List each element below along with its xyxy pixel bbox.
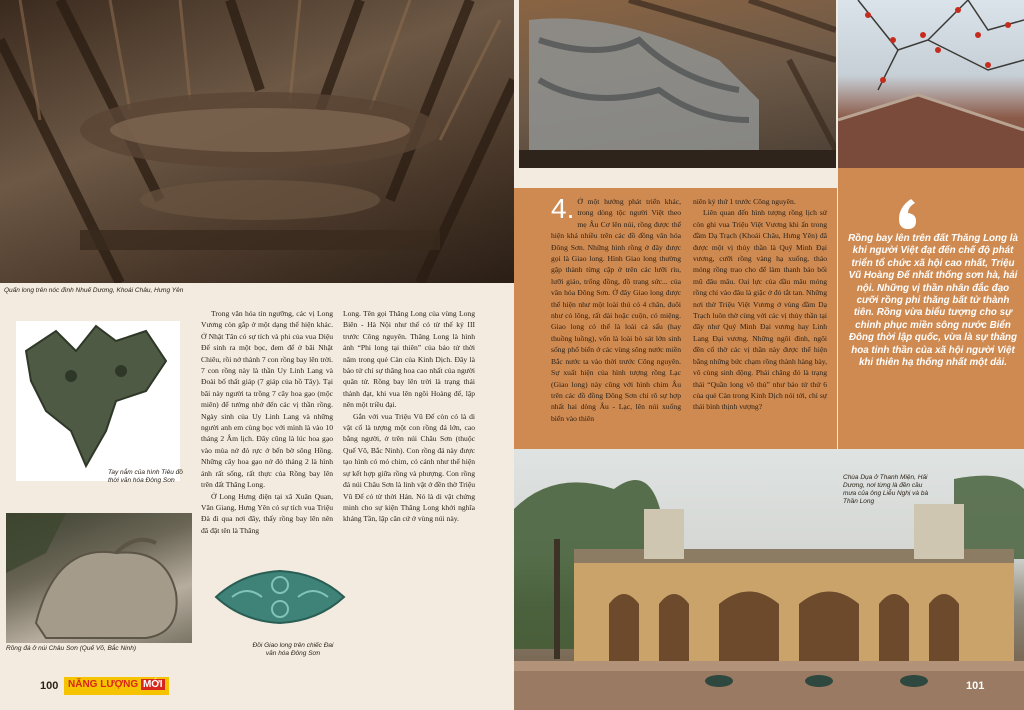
paragraph: Ở Long Hưng điện tại xã Xuân Quan, Văn Giang, Hưng Yên có sự tích vua Triệu Đà đi qua nơi đây, thấy rồng bay lên nên đã đặt tên là Thăng: [201, 491, 333, 535]
quote-mark-icon: [897, 197, 923, 231]
artifact-caption: Tay nắm của hình Tiêu đồ thời văn hóa Đông Sơn: [108, 469, 183, 484]
roof-illustration: [0, 0, 514, 283]
kapok-flower-photo: [838, 0, 1024, 168]
brand-name: NĂNG LƯỢNG: [68, 679, 139, 690]
right-page-number: 101: [966, 680, 985, 692]
paragraph: Liên quan đến hình tượng rồng lịch sử còn ghi vua Triệu Việt Vương khi ẩn trong đầm Dạ Trạch (Khoái Châu, Hưng Yên) đã được một vị thủy thần là Quý Minh Đại vương, cưỡi rồng vàng hạ xuống, tháo móng rồng trao cho để làm thanh bảo bối mũ đâu mâu. Oai lực của đầu mâu móng rồng chỉ vào đâu là giặc ở đó tắt tan. Những nơi thờ Triệu Việt Vương ở vùng đầm Dạ Trạch luôn thờ cùng với các vị thủy thần tại đây như Quý Minh Đại vương hay Linh Lang Đại vương. Những ngôi đình, ngôi đền cổ thờ các vị thần này được thể hiện bằng những bức chạm rồng thành hàng bày, vô cùng sinh động. Phải chăng đó là trạng thái “Quần long vô thủ” như bảo tử thứ 6 của quẻ Càn trong Kinh Dịch nói tới, chỉ sự thái bình thịnh vượng?: [693, 208, 827, 412]
article-column-4: [693, 196, 827, 413]
tree-illustration: [838, 0, 1024, 168]
paragraph: Long. Tên gọi Thăng Long của vùng Long Biên - Hà Nội như thế có từ thế kỷ III trước Công nguyên. Thăng Long là hình ảnh “Phi long tại thiên” của bảo tử thời năm trong quẻ Càn của Kinh Dịch. Đây là bảo tử chỉ sự thăng hoa cao nhất của người quân tử. Rồng bay lên trời là trạng thái thành đạt, khi vua lên ngôi Hoàng đế, lập nên một triều đại.: [343, 309, 475, 410]
article-column-3: [551, 193, 681, 424]
beam-illustration: [519, 0, 836, 168]
pull-quote: Rồng bay lên trên đất Thăng Long là khi người Việt đạt đến chế độ phát triển tổ chức xã hội cao nhất, Triệu Vũ Hoàng Đế nhất thống sơn hà, hải nội. Những vị thần nhân đắc đạo cưỡi rồng phi thăng bất tử thành tiên. Rồng vừa biểu tượng cho sự chinh phục miền sông nước Biển Đông thời lập quốc, vừa là sự thăng hoa tinh thần của xã hội người Việt khi thiên hạ thống nhất một dải.: [848, 233, 1018, 369]
artifact-illustration: [16, 321, 180, 481]
section-number: 4.: [551, 193, 575, 224]
temple-caption: Chùa Dụa ở Thanh Miện, Hải Dương, nơi từng là đền cầu mưa của ông Liễu Nghị và bà Thần Long: [843, 474, 929, 505]
article-column-1: [201, 308, 333, 536]
temple-illustration: [514, 449, 1024, 710]
article-column-2: [343, 308, 475, 525]
roof-caption: Quấn long trên nóc đình Nhuế Dương, Khoái Châu, Hưng Yên: [4, 287, 184, 294]
stone-dragon-photo: [6, 513, 192, 643]
brand-accent: MỚI: [142, 679, 163, 690]
paragraph: Trong văn hóa tín ngưỡng, các vị Long Vương còn gắp ở một dạng thể hiện khác. Ở Nhật Tân có sự tích và phi của vua Diệu Đế sinh ra một bọc, đem để ở bãi Nhật Chiêu, rồi nở thành 7 con rồng bay lên trời. 7 con rồng này là thần Uy Linh Lang và Đoài bố thất giáp (7 giáp của hồ Tây). Tại bãi này người ta trồng 7 cây hoa gạo (mộc miên) để tưởng nhớ đến các vị thần rồng. Ngày sinh của Uy Linh Lang và những người anh em cùng bọc với mình là vào 10 tháng 2 Âm lịch. Đây cũng là lúc hoa gạo vào mùa nở đỏ rực ở bến bờ sông Hồng. Những cây hoa gạo nở đỏ tháng 2 là hình ảnh rất sống, rất thực của Rồng bay lên trên đất Thăng Long.: [201, 309, 333, 490]
jade-belt-image: [212, 565, 348, 629]
rock-caption: Rồng đá ở núi Châu Sơn (Quế Võ, Bắc Ninh): [6, 645, 136, 652]
roof-carving-photo: [0, 0, 514, 283]
paragraph: Gắn với vua Triệu Vũ Đế còn có là di vật cổ là tượng một con rồng đá lớn, cao bằng người, ở trên núi Châu Sơn (thuộc Quế Võ, Bắc Ninh). Con rồng đá này được tạo hình có mỏ chim, có cánh như thể hiện sự kết hợp giữa rồng và phượng. Con rồng đá núi Châu Sơn là linh vật ở đền thờ Triệu Vũ Đế có từ thời Hán. Nó là di vật chứng minh cho sự kiện Thăng Long khởi nghĩa kháng Tần, lập căn cứ ở vùng núi này.: [343, 411, 475, 524]
left-page-number: 100: [40, 680, 59, 692]
carved-beam-photo: [519, 0, 836, 168]
jade-caption: Đồi Giao long trên chiếc Đai văn hóa Đông Sơn: [252, 642, 334, 657]
paragraph: Ở một hướng phát triển khác, trong dòng tộc người Việt theo mẹ Âu Cơ lên núi, rồng được thể hiện khá nhiều trên các đồ đồng văn hóa Đông Sơn. Những hình rồng ở đây được gọi là Giao long. Hình Giao long thường gặp thành từng cặp ở trên các lưỡi rìu, lưỡi giáo, trống đồng, đồ trang sức... của văn hóa Đông Sơn. Ở đây Giao long được thể hiện như một loài thú có 4 chân, đuôi như cỏ lông, rất dài hoặc cuộn, có miệng. Giao long có thể là loài cá sấu (hay thuồng luồng), vốn là loài bò sát lớn sinh sống phổ biến ở các vùng sông nước miền Bắc nước ta vào thời trước Công nguyên. Sự xuất hiện của hình tượng rồng Lạc (Giao long) này cũng với hình chim Âu trên các đồ đồng Đông Sơn chỉ rõ sự hợp nhất hai dòng Âu - Lạc, lên núi xuống biển vào thiên: [551, 197, 681, 423]
bronze-artifact-photo: [16, 321, 180, 481]
temple-photo: [514, 449, 1024, 710]
rock-illustration: [6, 513, 192, 643]
magazine-brand: [64, 677, 169, 695]
paragraph: niên kỷ thứ 1 trước Công nguyên.: [693, 197, 796, 206]
